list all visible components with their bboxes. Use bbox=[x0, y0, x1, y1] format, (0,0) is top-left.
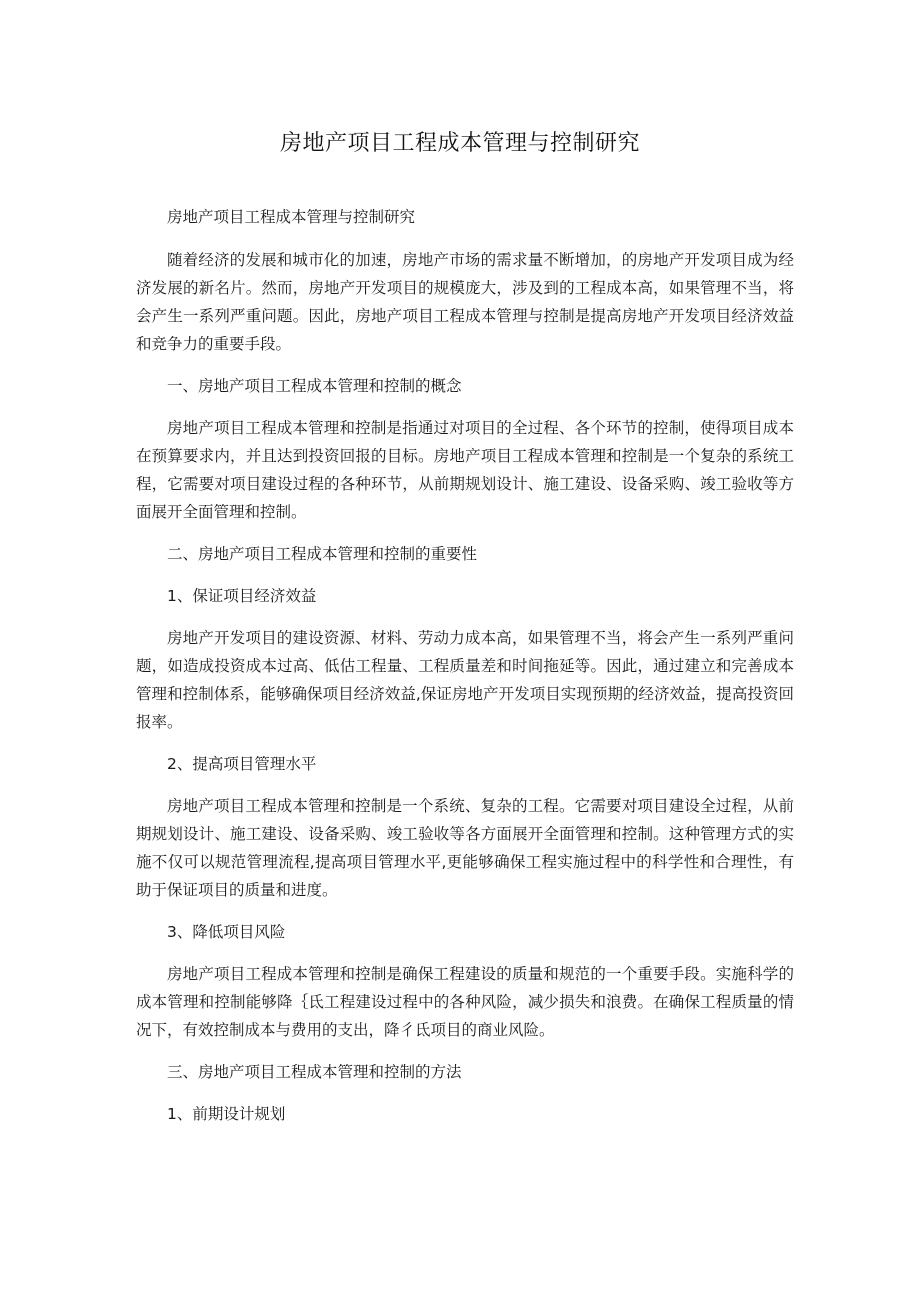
intro-paragraph: 随着经济的发展和城市化的加速，房地产市场的需求量不断增加，的房地产开发项目成为经济发展的新名片。然而，房地产开发项目的规模庞大，涉及到的工程成本高，如果管理不当，将会产生一系列严重问题。因此，房地产项目工程成本管理与控制是提高房地产开发项目经济效益和竞争力的重要手段。 bbox=[136, 251, 794, 353]
section-3-heading: 三、房地产项目工程成本管理和控制的方法 bbox=[167, 1063, 462, 1081]
section-2-sub-1-heading: 1、保证项目经济效益 bbox=[167, 587, 317, 605]
section-2-sub-3-body: 房地产项目工程成本管理和控制是确保工程建设的质量和规范的一个重要手段。实施科学的成本管理和控制能够降｛氐工程建设过程中的各种风险，减少损失和浪费。在确保工程质量的情况下，有效控制成本与费用的支出，降彳氐项目的商业风险。 bbox=[136, 965, 794, 1039]
section-1-body: 房地产项目工程成本管理和控制是指通过对项目的全过程、各个环节的控制，使得项目成本在预算要求内，并且达到投资回报的目标。房地产项目工程成本管理和控制是一个复杂的系统工程，它需要对项目建设过程的各种环节，从前期规划设计、施工建设、设备采购、竣工验收等方面展开全面管理和控制。 bbox=[136, 419, 794, 521]
document-body bbox=[136, 203, 794, 1128]
subtitle-paragraph: 房地产项目工程成本管理与控制研究 bbox=[167, 208, 416, 226]
section-3-sub-1-heading: 1、前期设计规划 bbox=[167, 1105, 286, 1123]
section-1-heading: 一、房地产项目工程成本管理和控制的概念 bbox=[167, 377, 462, 395]
section-2-sub-2-heading: 2、提高项目管理水平 bbox=[167, 755, 317, 773]
section-2-sub-3-heading: 3、降低项目风险 bbox=[167, 923, 286, 941]
section-2-sub-1-body: 房地产开发项目的建设资源、材料、劳动力成本高，如果管理不当，将会产生一系列严重问题，如造成投资成本过高、低估工程量、工程质量差和时间拖延等。因此，通过建立和完善成本管理和控制体系，能够确保项目经济效益,保证房地产开发项目实现预期的经济效益，提高投资回报率。 bbox=[136, 629, 794, 731]
document-title: 房地产项目工程成本管理与控制研究 bbox=[279, 131, 640, 156]
section-2-heading: 二、房地产项目工程成本管理和控制的重要性 bbox=[167, 545, 478, 563]
section-2-sub-2-body: 房地产项目工程成本管理和控制是一个系统、复杂的工程。它需要对项目建设全过程，从前期规划设计、施工建设、设备采购、竣工验收等各方面展开全面管理和控制。这种管理方式的实施不仅可以规范管理流程,提高项目管理水平,更能够确保工程实施过程中的科学性和合理性，有助于保证项目的质量和进度。 bbox=[136, 797, 794, 899]
